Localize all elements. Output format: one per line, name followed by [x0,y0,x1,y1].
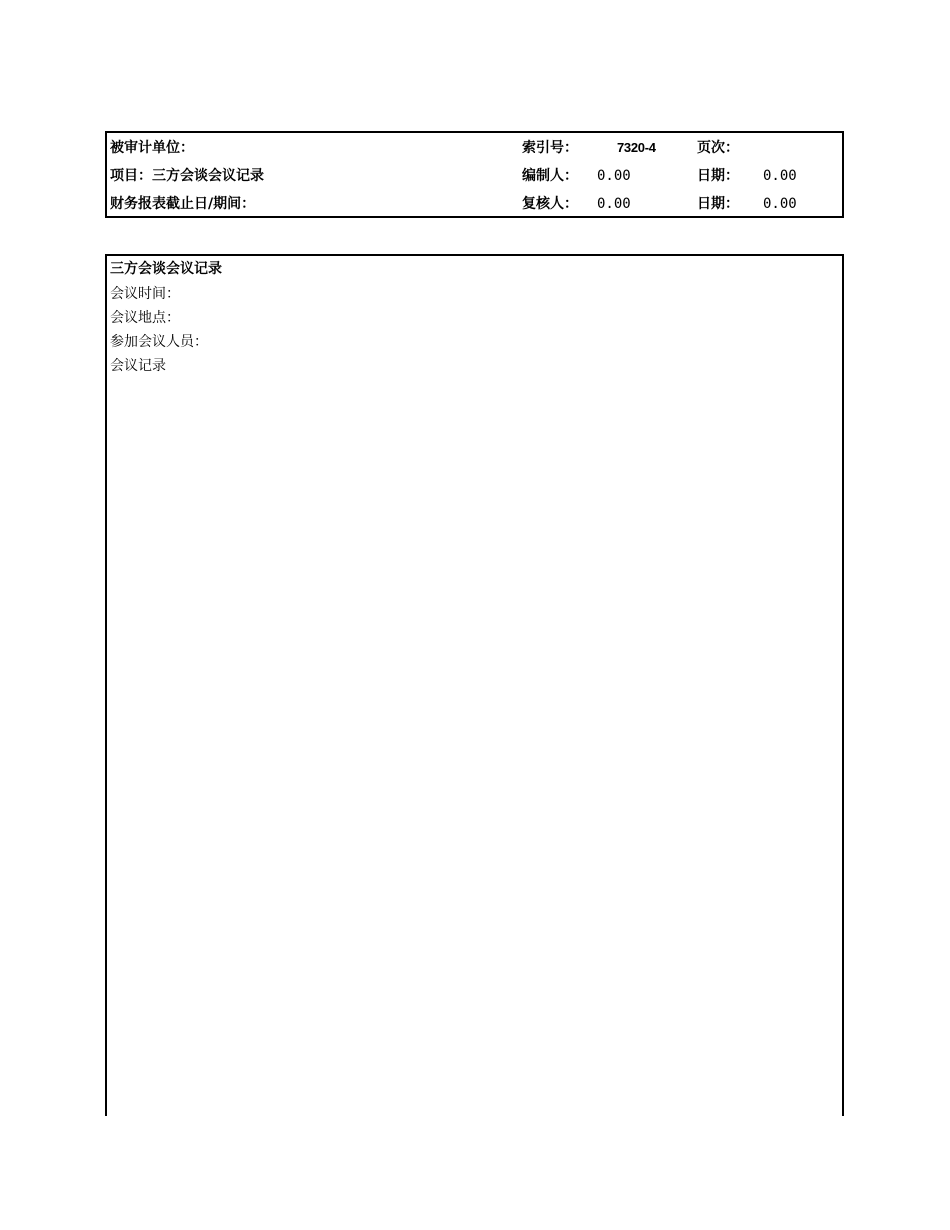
meeting-time-label: 会议时间： [110,286,180,302]
date-label: 日期： [697,168,739,184]
index-label: 索引号： [522,140,578,156]
minutes-label: 会议记录 [110,358,166,374]
preparer-value: 0.00 [597,168,631,184]
auditee-label: 被审计单位： [110,140,194,156]
preparer-label: 编制人： [522,168,578,184]
reviewer-value: 0.00 [597,196,631,212]
attendees-label: 参加会议人员： [110,334,208,350]
header-info-box [105,131,844,218]
reviewer-label: 复核人： [522,196,578,212]
project-label: 项目：三方会谈会议记录 [110,168,264,184]
review-date-value: 0.00 [763,196,797,212]
record-title: 三方会谈会议记录 [110,261,222,277]
page-label: 页次： [697,140,739,156]
date-value: 0.00 [763,168,797,184]
index-value: 7320-4 [617,140,656,155]
meeting-place-label: 会议地点： [110,310,180,326]
period-label: 财务报表截止日/期间： [110,196,256,212]
review-date-label: 日期： [697,196,739,212]
meeting-record-box [105,254,844,1116]
